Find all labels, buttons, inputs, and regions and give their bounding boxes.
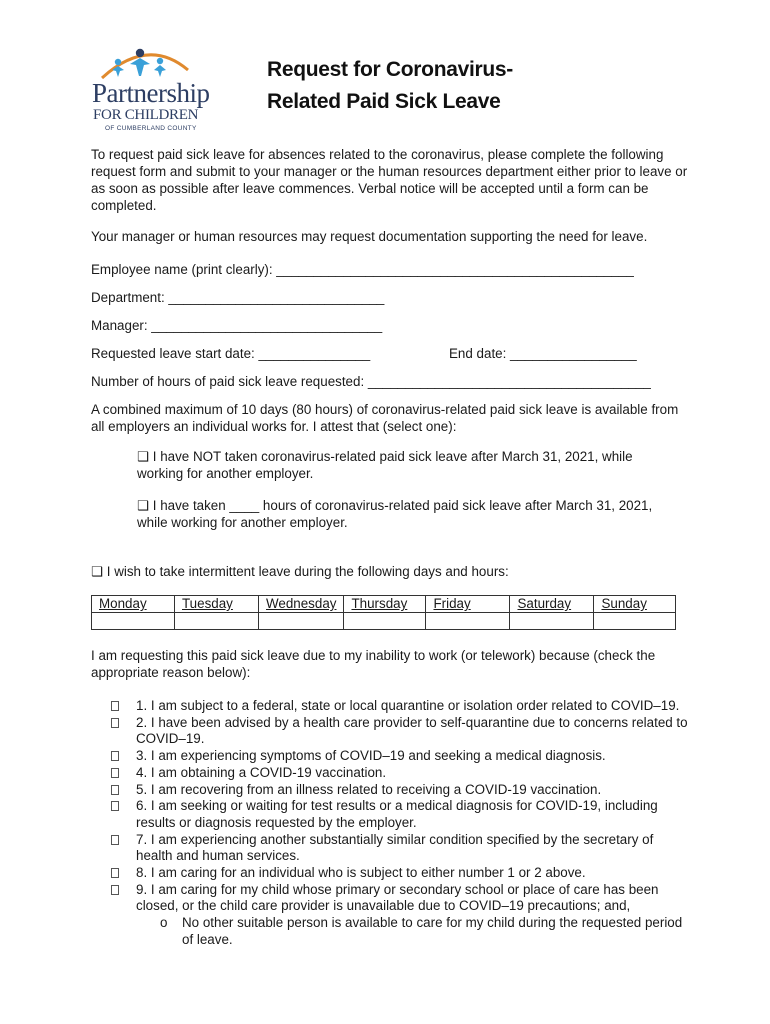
reason-item[interactable] — [111, 748, 691, 765]
reason-text: 6. I am seeking or waiting for test results or a medical diagnosis for COVID-19, including results or diagnosis requested by the employer. — [136, 798, 658, 830]
attest-option-text: I have NOT taken coronavirus-related paid sick leave after March 31, 2021, while working for another employer. — [137, 449, 633, 481]
checkbox-icon[interactable] — [111, 785, 119, 795]
checkbox-icon[interactable] — [111, 701, 119, 711]
schedule-header-row — [92, 596, 676, 613]
reason-text: 8. I am caring for an individual who is subject to either number 1 or 2 above. — [136, 865, 586, 881]
reason-item[interactable] — [111, 832, 691, 865]
logo-county: OF CUMBERLAND COUNTY — [105, 125, 197, 132]
reason-item[interactable] — [111, 782, 691, 799]
intermittent-schedule-table — [91, 595, 676, 630]
schedule-entry-row — [92, 613, 676, 630]
reason-item[interactable] — [111, 765, 691, 782]
reason-text: 7. I am experiencing another substantially similar condition specified by the secretary of health and human services. — [136, 831, 654, 864]
intro-paragraph: To request paid sick leave for absences related to the coronavirus, please complete the following request form and submit to your manager or the human resources department either prior to leave or as soon as possible after leave commences. Verbal notice will be accepted until a form can be completed. — [91, 147, 688, 213]
reason-intro: I am requesting this paid sick leave due to my inability to work (or telework) because (check the appropriate reason below): — [91, 648, 656, 680]
circle-bullet-icon: o — [160, 915, 168, 931]
day-header: Thursday — [344, 596, 426, 613]
checkbox-icon[interactable] — [111, 768, 119, 778]
reason-item[interactable] — [111, 698, 691, 715]
combined-maximum-paragraph: A combined maximum of 10 days (80 hours) of coronavirus-related paid sick leave is available from all employers an individual works for. I attest that (select one): — [91, 402, 679, 434]
reason-text: 5. I am recovering from an illness related to receiving a COVID-19 vaccination. — [136, 781, 602, 797]
schedule-cell-monday[interactable] — [92, 613, 175, 630]
schedule-cell-thursday[interactable] — [344, 613, 426, 630]
reason-text: 1. I am subject to a federal, state or local quarantine or isolation order related to COVID–19. — [136, 698, 680, 713]
reason-text: 2. I have been advised by a health care provider to self-quarantine due to concerns related to COVID–19. — [136, 714, 688, 747]
start-date-field[interactable]: Requested leave start date: _______________ — [91, 346, 371, 361]
end-date-field[interactable]: End date: _________________ — [449, 346, 637, 361]
attest-option-text: I have taken ____ hours of coronavirus-related paid sick leave after March 31, 2021, while working for another employer. — [137, 498, 653, 530]
day-header: Tuesday — [175, 596, 259, 613]
reason-item[interactable] — [111, 798, 691, 831]
schedule-cell-tuesday[interactable] — [175, 613, 259, 630]
logo-name: Partnership — [92, 78, 210, 108]
manager-field[interactable]: Manager: _______________________________ — [91, 318, 383, 333]
intermittent-leave-option[interactable] — [91, 563, 509, 580]
title-line-2: Related Paid Sick Leave — [267, 90, 501, 113]
checkbox-icon[interactable]: ❑ — [137, 449, 150, 464]
checkbox-icon[interactable] — [111, 718, 119, 728]
reason-text: 4. I am obtaining a COVID-19 vaccination. — [136, 764, 387, 780]
checkbox-icon[interactable]: ❑ — [137, 498, 150, 513]
checkbox-icon[interactable]: ❑ — [91, 564, 104, 579]
documentation-note: Your manager or human resources may request documentation supporting the need for leave. — [91, 229, 648, 244]
employee-name-field[interactable]: Employee name (print clearly): ________________________________________________ — [91, 262, 634, 277]
checkbox-icon[interactable] — [111, 751, 119, 761]
checkbox-icon[interactable] — [111, 885, 119, 895]
reason-item[interactable] — [111, 715, 691, 748]
schedule-cell-friday[interactable] — [426, 613, 510, 630]
checkbox-icon[interactable] — [111, 868, 119, 878]
day-header: Monday — [92, 596, 175, 613]
schedule-cell-wednesday[interactable] — [259, 613, 344, 630]
checkbox-icon[interactable] — [111, 801, 119, 811]
day-header: Wednesday — [259, 596, 344, 613]
reason-sub-item — [111, 915, 691, 948]
intermittent-leave-text: I wish to take intermittent leave during the following days and hours: — [106, 564, 509, 579]
schedule-cell-sunday[interactable] — [594, 613, 676, 630]
hours-requested-field[interactable]: Number of hours of paid sick leave requested: ______________________________________ — [91, 374, 651, 389]
schedule-cell-saturday[interactable] — [510, 613, 594, 630]
day-header: Sunday — [594, 596, 676, 613]
day-header: Friday — [426, 596, 510, 613]
title-line-1: Request for Coronavirus- — [267, 58, 513, 81]
reason-item[interactable] — [111, 865, 691, 882]
reason-list — [111, 698, 691, 949]
reason-text: 9. I am caring for my child whose primary or secondary school or place of care has been closed, or the child care provider is unavailable due to COVID–19 precautions; and, — [136, 881, 659, 914]
attest-option-taken[interactable] — [137, 497, 677, 531]
reason-text: 3. I am experiencing symptoms of COVID–19 and seeking a medical diagnosis. — [136, 748, 606, 764]
checkbox-icon[interactable] — [111, 835, 119, 845]
day-header: Saturday — [510, 596, 594, 613]
reason-item[interactable] — [111, 882, 691, 915]
attest-option-not-taken[interactable] — [137, 448, 677, 482]
logo-subname: FOR CHILDREN — [93, 107, 199, 123]
sub-item-text: No other suitable person is available to care for my child during the requested period of leave. — [182, 915, 683, 947]
department-field[interactable]: Department: _____________________________ — [91, 290, 385, 305]
page-title — [267, 54, 513, 118]
partnership-logo — [88, 44, 218, 130]
